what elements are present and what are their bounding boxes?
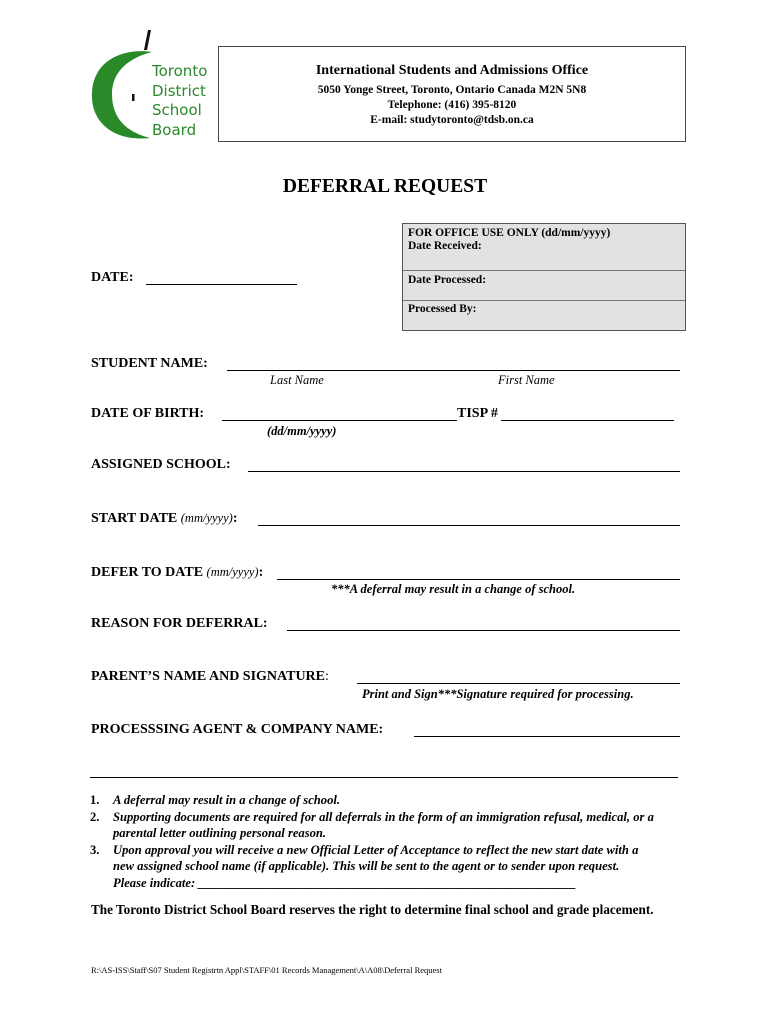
defer-date-label: DEFER TO DATE	[91, 565, 204, 580]
list-item	[90, 792, 690, 809]
processed-by-label: Processed By:	[408, 303, 477, 315]
parent-label: PARENT’S NAME AND SIGNATURE	[91, 669, 326, 684]
agent-field[interactable]	[414, 736, 680, 737]
office-use-box	[402, 223, 686, 331]
note-text: Upon approval you will receive a new Official Letter of Acceptance to reflect the new start date with a new assigned school name (if applicable). This will be sent to the agent or to sender upon request. Please indicate: ____________________________________________________________	[113, 842, 639, 890]
parent-note: Print and Sign***Signature required for processing.	[362, 687, 634, 701]
start-date-format: (mm/yyyy)	[180, 511, 233, 525]
defer-date-field[interactable]	[277, 579, 680, 580]
defer-date-format: (mm/yyyy)	[206, 565, 259, 579]
defer-date-label-row	[91, 565, 263, 581]
note-number: 3.	[90, 842, 100, 857]
office-name: International Students and Admissions Office	[315, 63, 589, 78]
tisp-label: TISP #	[457, 406, 498, 421]
defer-date-colon: :	[258, 565, 264, 580]
logo-text-line3: School	[152, 101, 202, 119]
apple-logo-icon	[86, 28, 156, 146]
list-item	[90, 809, 690, 842]
logo-text-line2: District	[152, 81, 206, 100]
start-date-label-row	[91, 511, 237, 527]
date-processed-label: Date Processed:	[408, 274, 487, 286]
reason-label: REASON FOR DEFERRAL:	[91, 616, 268, 631]
office-email: E-mail: studytoronto@tdsb.on.ca	[370, 114, 534, 126]
office-address: 5050 Yonge Street, Toronto, Ontario Canada M2N 5N8	[317, 84, 587, 96]
parent-signature-field[interactable]	[357, 683, 680, 684]
office-header-box	[218, 46, 686, 142]
first-name-caption: First Name	[498, 373, 555, 387]
reason-field[interactable]	[287, 630, 680, 631]
notes-list	[90, 792, 690, 891]
disclaimer: The Toronto District School Board reserves the right to determine final school and grade placement.	[91, 902, 654, 917]
dob-label: DATE OF BIRTH:	[91, 406, 205, 421]
assigned-school-field[interactable]	[248, 471, 680, 472]
dob-format-caption: (dd/mm/yyyy)	[267, 424, 337, 438]
date-label: DATE:	[91, 270, 134, 285]
section-divider	[90, 777, 678, 778]
agent-label: PROCESSSING AGENT & COMPANY NAME:	[91, 722, 384, 737]
date-field[interactable]	[146, 284, 297, 285]
note-number: 1.	[90, 793, 100, 807]
list-item	[90, 842, 690, 892]
start-date-colon: :	[232, 511, 238, 526]
start-date-field[interactable]	[258, 525, 680, 526]
tdsb-logo	[86, 28, 218, 146]
parent-colon: :	[325, 669, 329, 684]
student-name-field[interactable]	[227, 370, 680, 371]
logo-text-line1: Toronto	[152, 62, 208, 80]
assigned-school-label: ASSIGNED SCHOOL:	[91, 457, 231, 472]
dob-field[interactable]	[222, 420, 457, 421]
last-name-caption: Last Name	[270, 373, 324, 387]
page-title: DEFERRAL REQUEST	[282, 176, 488, 197]
note-number: 2.	[90, 809, 100, 824]
student-name-label: STUDENT NAME:	[91, 356, 208, 371]
tisp-field[interactable]	[501, 420, 674, 421]
note-text: A deferral may result in a change of school.	[113, 793, 341, 807]
logo-text-line4: Board	[152, 120, 197, 139]
office-use-heading: FOR OFFICE USE ONLY (dd/mm/yyyy)	[408, 227, 611, 239]
start-date-label: START DATE	[91, 511, 178, 526]
date-received-label: Date Received:	[408, 240, 482, 252]
defer-note: ***A deferral may result in a change of school.	[331, 582, 576, 596]
footer-file-path: R:\AS-ISS\Staff\S07 Student Registrtn Appl\STAFF\01 Records Management\A\A08\Deferral Request	[91, 965, 442, 975]
parent-label-row	[91, 669, 329, 685]
note-text: Supporting documents are required for all deferrals in the form of an immigration refusal, medical, or a parental letter outlining personal reason.	[113, 809, 654, 840]
office-phone: Telephone: (416) 395-8120	[387, 99, 517, 111]
